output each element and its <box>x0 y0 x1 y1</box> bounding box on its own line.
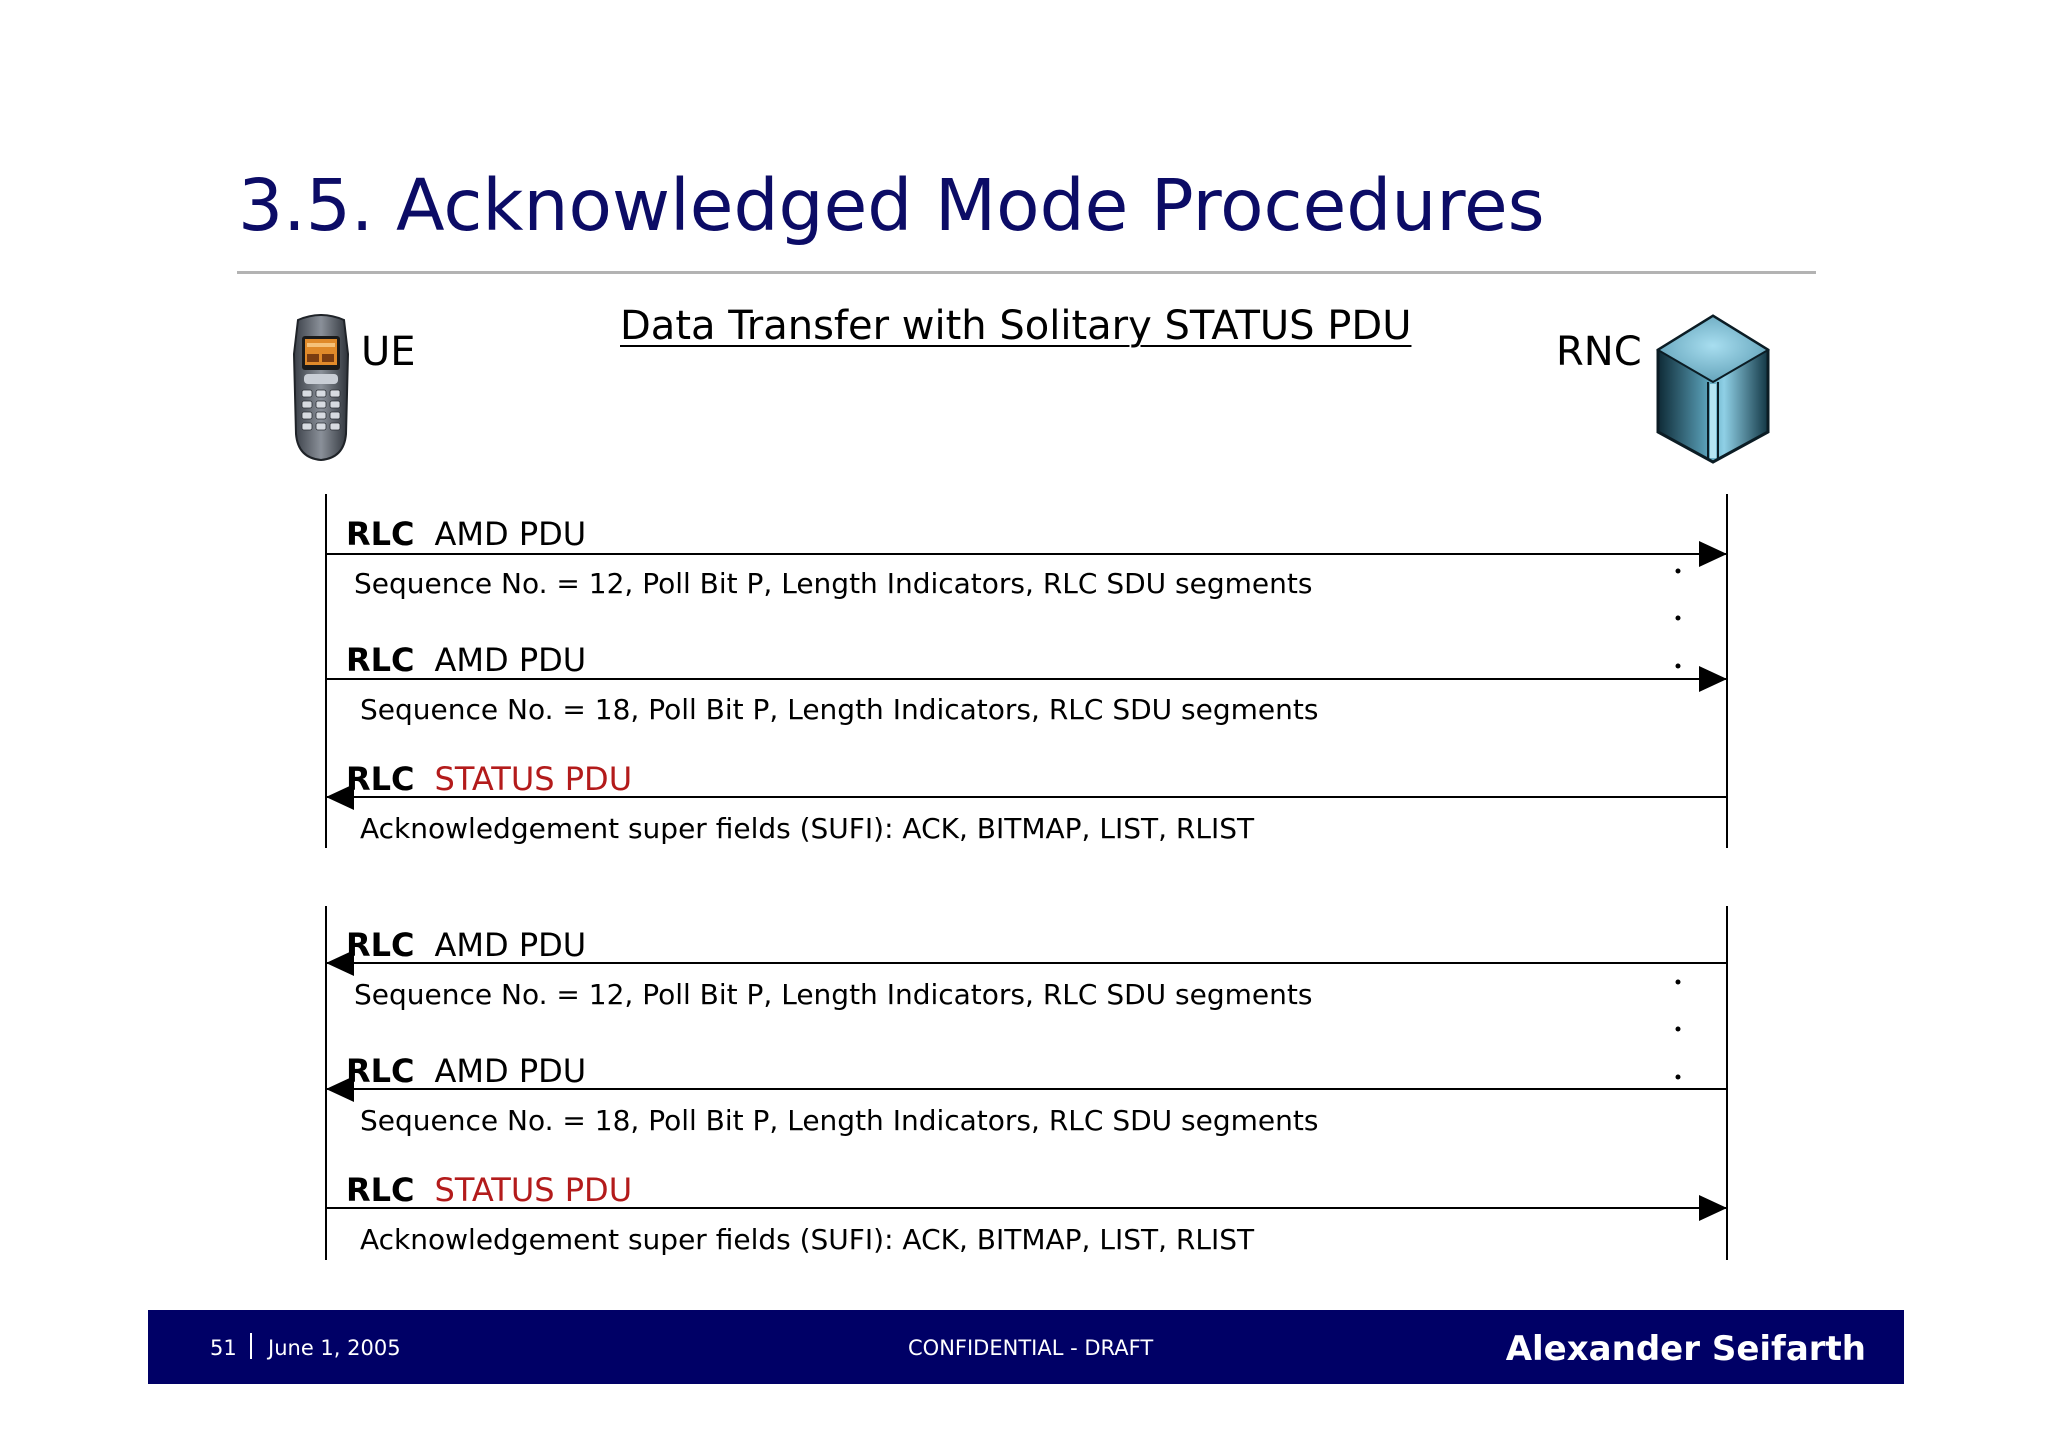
continuation-dot <box>1676 980 1681 985</box>
continuation-dot <box>1676 664 1681 669</box>
pdu-type: AMD PDU <box>434 641 587 679</box>
page-number: 51 <box>210 1336 237 1360</box>
message-detail: Sequence No. = 18, Poll Bit P, Length Indicators, RLC SDU segments <box>360 1104 1319 1137</box>
pdu-type: AMD PDU <box>434 926 587 964</box>
continuation-dot <box>1676 1027 1681 1032</box>
message-detail: Acknowledgement super fields (SUFI): ACK, BITMAP, LIST, RLIST <box>360 812 1255 845</box>
arrowhead <box>1699 541 1727 567</box>
ue-label: UE <box>361 329 416 375</box>
slide-footer <box>148 1310 1904 1384</box>
slide-title: 3.5. Acknowledged Mode Procedures <box>238 164 1545 247</box>
protocol-label: RLC <box>346 926 415 964</box>
arrowhead <box>1699 666 1727 692</box>
protocol-label: RLC <box>346 641 415 679</box>
message-detail: Sequence No. = 18, Poll Bit P, Length Indicators, RLC SDU segments <box>360 693 1319 726</box>
continuation-dot <box>1676 616 1681 621</box>
arrowhead <box>1699 1195 1727 1221</box>
diagram-subtitle: Data Transfer with Solitary STATUS PDU <box>620 303 1412 349</box>
footer-separator <box>250 1333 252 1359</box>
footer-date: June 1, 2005 <box>268 1336 401 1360</box>
pdu-type: AMD PDU <box>434 1052 587 1090</box>
message-detail: Sequence No. = 12, Poll Bit P, Length Indicators, RLC SDU segments <box>354 567 1313 600</box>
message-header <box>346 760 633 798</box>
pdu-type: AMD PDU <box>434 515 587 553</box>
continuation-dot <box>1676 569 1681 574</box>
message-header <box>346 1171 633 1209</box>
message-detail: Sequence No. = 12, Poll Bit P, Length Indicators, RLC SDU segments <box>354 978 1313 1011</box>
rnc-label: RNC <box>1556 329 1642 375</box>
continuation-dot <box>1676 1075 1681 1080</box>
message-header <box>346 515 587 553</box>
confidentiality-label: CONFIDENTIAL - DRAFT <box>908 1336 1154 1360</box>
message-header <box>346 926 587 964</box>
protocol-label: RLC <box>346 515 415 553</box>
protocol-label: RLC <box>346 1052 415 1090</box>
author-name: Alexander Seifarth <box>1505 1329 1866 1369</box>
pdu-type-status: STATUS PDU <box>434 1171 633 1209</box>
protocol-label: RLC <box>346 760 415 798</box>
pdu-type-status: STATUS PDU <box>434 760 633 798</box>
protocol-label: RLC <box>346 1171 415 1209</box>
message-header <box>346 641 587 679</box>
message-detail: Acknowledgement super fields (SUFI): ACK, BITMAP, LIST, RLIST <box>360 1223 1255 1256</box>
message-header <box>346 1052 587 1090</box>
